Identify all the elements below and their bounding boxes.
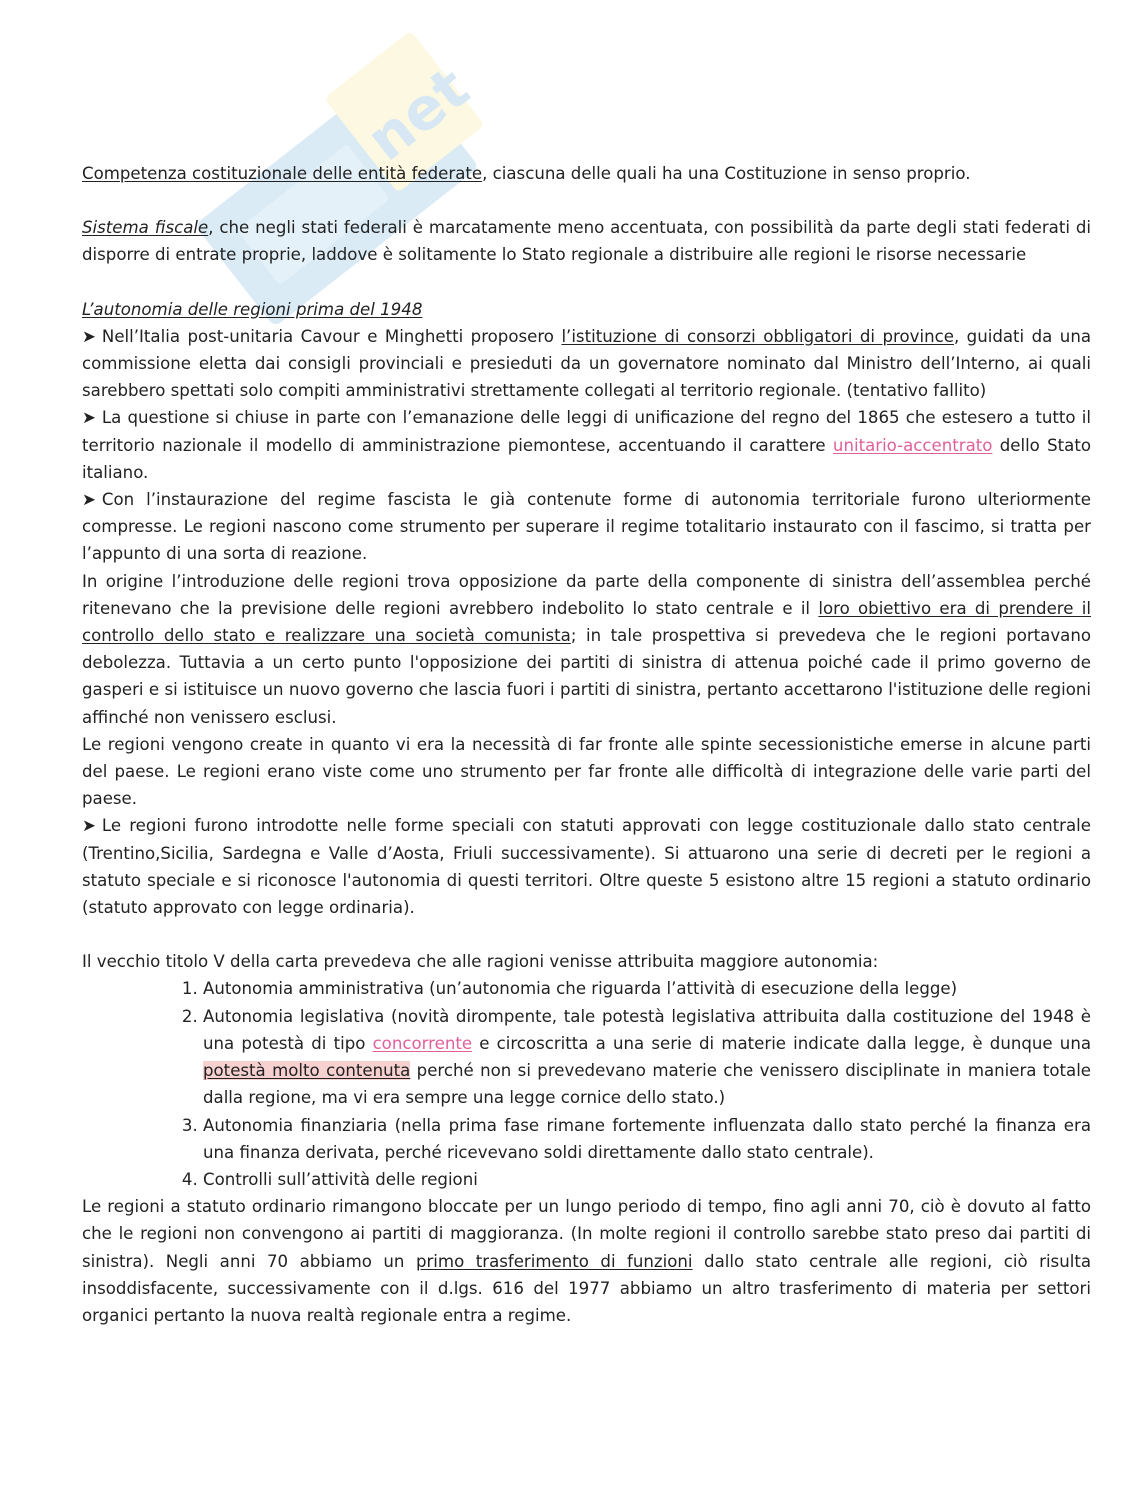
paragraph-statuto-ordinario <box>82 1193 1091 1329</box>
bullet-text: Con l’instaurazione del regime fascista le già contenute forme di autonomia territoriale furono ulteriormente compresse. Le regioni nascono come strumento per superare il regime totalitario instaurato con il fascimo, si tratta per l’appunto di una sorta di reazione. <box>82 490 1091 564</box>
arrow-icon: ➤ <box>82 816 96 836</box>
list-item-text: e circoscritta a una serie di materie indicate dalla legge, è dunque una <box>472 1033 1092 1053</box>
highlighted-text: potestà molto contenuta <box>203 1061 411 1081</box>
bullet-1 <box>82 323 1091 405</box>
autonomy-list <box>82 975 1091 1193</box>
bullet-text: Nell’Italia post-unitaria Cavour e Minghetti proposero <box>101 326 562 346</box>
paragraph-sistema-fiscale <box>82 214 1091 268</box>
list-item-text: Controlli sull’attività delle regioni <box>203 1169 478 1189</box>
paragraph-text: dallo stato centrale alle regioni, ciò risulta insoddisfacente, successivamente con il d.lgs. 616 del 1977 abbiamo un altro trasferimento di materia per settori organici pertanto la nuova realtà regionale entra a regime. <box>82 1251 1092 1325</box>
document-body <box>82 160 1091 1329</box>
underlined-text: l’istituzione di consorzi obbligatori di province <box>561 326 954 346</box>
bullet-text: Le regioni furono introdotte nelle forme speciali con statuti approvati con legge costituzionale dallo stato centrale (Trentino,Sicilia, Sardegna e Valle d’Aosta, Friuli successivamente). Si attuarono una serie di decreti per le regioni a statuto speciale e si riconosce l'autonomia di questi territori. Oltre queste 5 esistono altre 15 regioni a statuto ordinario (statuto approvato con legge ordinaria). <box>82 816 1091 918</box>
section-heading <box>82 296 1091 323</box>
term-sistema-fiscale: Sistema fiscale <box>82 218 209 238</box>
arrow-icon: ➤ <box>82 490 96 510</box>
watermark-text: net <box>354 53 482 175</box>
bullet-3 <box>82 486 1091 568</box>
list-item-text: Autonomia legislativa (novità dirompente, tale potestà legislativa attribuita dalla costituzione del 1948 è una potestà di tipo <box>203 1006 1091 1053</box>
paragraph-text: , che negli stati federali è marcatamente meno accentuata, con possibilità da parte degli stati federati di disporre di entrate proprie, laddove è solitamente lo Stato regionale a distribuire alle regioni le risorse necessarie <box>82 218 1092 265</box>
list-item-text: Autonomia finanziaria (nella prima fase rimane fortemente influenzata dallo stato perché la finanza era una finanza derivata, perché ricevevano soldi direttamente dallo stato centrale). <box>203 1115 1091 1162</box>
underlined-text: loro obiettivo era di prendere il controllo dello stato e realizzare una società comunista <box>82 598 1091 646</box>
paragraph-secessione: Le regioni vengono create in quanto vi era la necessità di far fronte alle spinte secessionistiche emerse in alcune parti del paese. Le regioni erano viste come uno strumento per far fronte alle difficoltà di integrazione delle varie parti del paese. <box>82 734 1091 809</box>
list-item <box>203 1112 1091 1166</box>
list-item <box>203 1166 1091 1193</box>
bullet-text: dello Stato italiano. <box>82 435 1092 482</box>
arrow-icon: ➤ <box>82 326 96 346</box>
paragraph-text: , ciascuna delle quali ha una Costituzione in senso proprio. <box>482 164 971 183</box>
bullet-4 <box>82 812 1091 921</box>
bullet-text: La questione si chiuse in parte con l’emanazione delle leggi di unificazione del regno del 1865 che estesero a tutto il territorio nazionale il modello di amministrazione piemontese, accentuando il carattere <box>82 408 1091 455</box>
paragraph-competenza <box>82 160 1091 187</box>
pink-highlight-text: unitario-accentrato <box>832 435 993 455</box>
arrow-icon: ➤ <box>82 408 96 428</box>
list-item-text: Autonomia amministrativa (un’autonomia che riguarda l’attività di esecuzione della legge) <box>203 979 958 999</box>
paragraph-titolo-v: Il vecchio titolo V della carta prevedeva che alle ragioni venisse attribuita maggiore autonomia: <box>82 952 879 972</box>
bullet-text: , guidati da una commissione eletta dai consigli provinciali e presieduti da un governatore nominato dal Ministro dell’Interno, ai quali sarebbero spettati solo compiti amministrativi strettamente collegati al territorio regionale. (tentativo fallito) <box>82 326 1091 401</box>
heading-text: L’autonomia delle regioni prima del 1948 <box>82 299 423 319</box>
paragraph-origine <box>82 568 1091 731</box>
pink-highlight-text: concorrente <box>372 1033 473 1053</box>
list-item <box>203 1003 1091 1112</box>
paragraph-text: ; in tale prospettiva si prevedeva che le regioni portavano debolezza. Tuttavia a un certo punto l'opposizione dei partiti di sinistra di attenua poiché cade il primo governo de gasperi e si istituisce un nuovo governo che lascia fuori i partiti di sinistra, pertanto accettarono l'istituzione delle regioni affinché non venissero esclusi. <box>82 626 1092 727</box>
underlined-text: primo trasferimento di funzioni <box>415 1251 693 1271</box>
paragraph-text: In origine l’introduzione delle regioni trova opposizione da parte della componente di sinistra dell’assemblea perché ritenevano che la previsione delle regioni avrebbero indebolito lo stato centrale e il <box>82 571 1091 618</box>
bullet-2 <box>82 404 1091 486</box>
term-competenza: Competenza costituzionale delle entità federate <box>82 164 483 183</box>
paragraph-text: Le regioni a statuto ordinario rimangono bloccate per un lungo periodo di tempo, fino agli anni 70, ciò è dovuto al fatto che le regioni non convengono ai partiti di maggioranza. (In molte regioni il controllo sarebbe stato preso dai partiti di sinistra). Negli anni 70 abbiamo un <box>82 1197 1091 1271</box>
list-item-text: perché non si prevedevano materie che venissero disciplinate in maniera totale dalla regione, ma vi era sempre una legge cornice dello stato.) <box>203 1061 1092 1108</box>
list-item <box>203 975 1091 1002</box>
